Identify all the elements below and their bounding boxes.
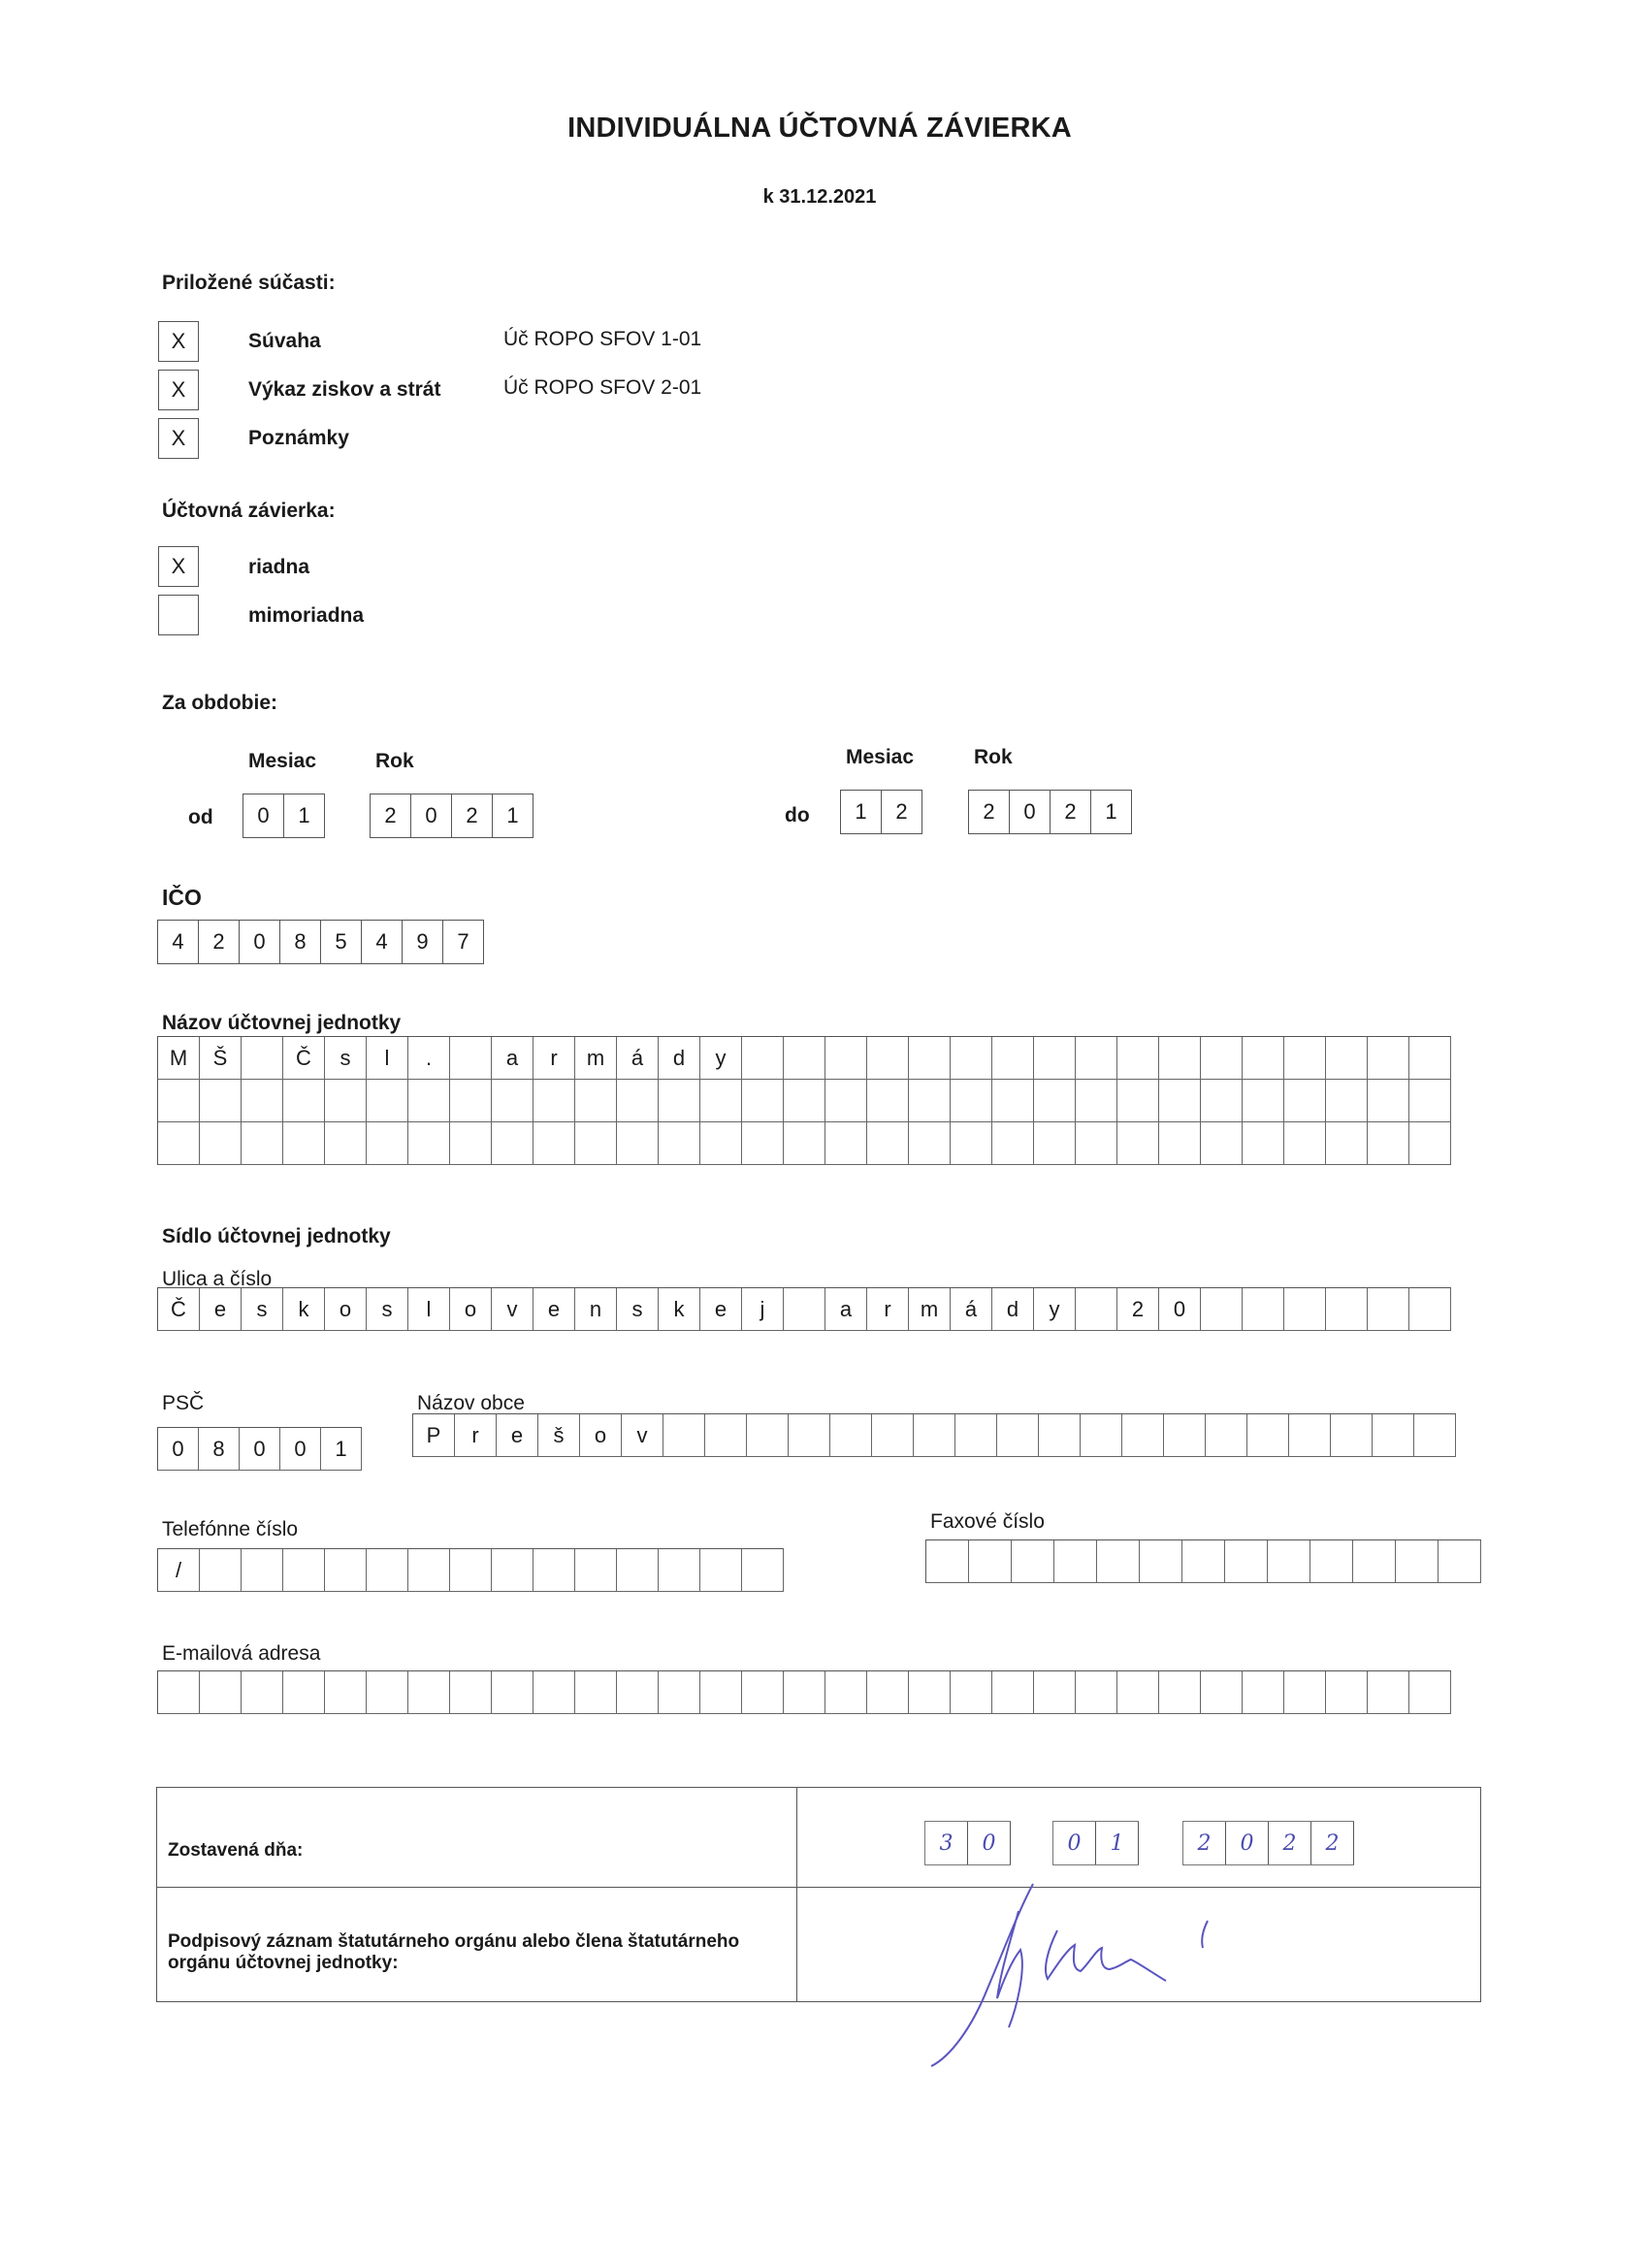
entity-name-cell: [367, 1080, 408, 1122]
entity-name-cell: y: [700, 1037, 742, 1080]
email-cell: [700, 1671, 742, 1714]
entity-name-cell: .: [408, 1037, 450, 1080]
email-cell: [242, 1671, 283, 1714]
phone-cell: [575, 1549, 617, 1592]
entity-name-cell: [867, 1037, 909, 1080]
entity-name-cell: [992, 1122, 1034, 1165]
zip-cell: 0: [280, 1428, 321, 1471]
city-cell: [1331, 1414, 1373, 1457]
to-year-digit: 1: [1091, 791, 1132, 833]
compiled-day-digit: 0: [968, 1822, 1011, 1864]
street-cell: e: [700, 1288, 742, 1331]
fax-field[interactable]: [925, 1539, 1481, 1583]
entity-name-cell: [1284, 1037, 1326, 1080]
city-label: Názov obce: [417, 1392, 525, 1414]
entity-name-cell: [951, 1122, 992, 1165]
email-cell: [992, 1671, 1034, 1714]
entity-name-cell: [367, 1122, 408, 1165]
entity-name-cell: [1159, 1037, 1201, 1080]
phone-cell: [450, 1549, 492, 1592]
entity-name-cell: [1201, 1037, 1243, 1080]
entity-name-cell: [1117, 1080, 1159, 1122]
phone-cell: [325, 1549, 367, 1592]
email-cell: [1368, 1671, 1409, 1714]
entity-name-cell: [659, 1080, 700, 1122]
phone-cell: [408, 1549, 450, 1592]
city-cell: š: [538, 1414, 580, 1457]
entity-name-cell: s: [325, 1037, 367, 1080]
city-cell: [955, 1414, 997, 1457]
to-year-digit: 2: [969, 791, 1010, 833]
entity-name-cell: [492, 1080, 534, 1122]
fax-cell: [1396, 1540, 1439, 1583]
entity-name-cell: [825, 1037, 867, 1080]
city-cell: v: [622, 1414, 663, 1457]
city-cell: [1414, 1414, 1456, 1457]
from-month-field[interactable]: [242, 794, 325, 838]
entity-name-cell: [575, 1122, 617, 1165]
entity-name-cell: [1117, 1037, 1159, 1080]
entity-name-cell: [909, 1037, 951, 1080]
to-year-digit: 0: [1010, 791, 1051, 833]
city-cell: [1247, 1414, 1289, 1457]
zip-field[interactable]: [157, 1427, 362, 1471]
phone-cell: [283, 1549, 325, 1592]
entity-name-cell: [1409, 1080, 1451, 1122]
entity-name-cell: [700, 1080, 742, 1122]
city-cell: [997, 1414, 1039, 1457]
closing-type-heading: Účtovná závierka:: [162, 500, 336, 522]
compiled-year-digit: 2: [1183, 1822, 1226, 1864]
entity-name-cell: M: [158, 1037, 200, 1080]
checkbox-poznamky[interactable]: X: [158, 418, 199, 459]
attachment-label-vykaz: Výkaz ziskov a strát: [248, 378, 441, 401]
street-cell: d: [992, 1288, 1034, 1331]
phone-cell: [534, 1549, 575, 1592]
email-cell: [909, 1671, 951, 1714]
entity-name-cell: Č: [283, 1037, 325, 1080]
street-cell: [1326, 1288, 1368, 1331]
from-month-digit: 1: [284, 794, 325, 837]
checkbox-riadna[interactable]: X: [158, 546, 199, 587]
entity-name-cell: [200, 1122, 242, 1165]
entity-name-cell: [1326, 1080, 1368, 1122]
entity-name-cell: [242, 1037, 283, 1080]
city-cell: e: [497, 1414, 538, 1457]
entity-name-cell: [1326, 1037, 1368, 1080]
zip-cell: 1: [321, 1428, 362, 1471]
fax-cell: [1182, 1540, 1225, 1583]
ico-digit: 0: [240, 921, 280, 963]
entity-name-cell: [784, 1080, 825, 1122]
street-cell: e: [200, 1288, 242, 1331]
email-cell: [867, 1671, 909, 1714]
ico-digit: 9: [403, 921, 443, 963]
ico-digit: 4: [158, 921, 199, 963]
email-cell: [1409, 1671, 1451, 1714]
street-cell: [1284, 1288, 1326, 1331]
entity-name-cell: a: [492, 1037, 534, 1080]
email-cell: [1243, 1671, 1284, 1714]
entity-name-cell: r: [534, 1037, 575, 1080]
entity-name-cell: [825, 1122, 867, 1165]
entity-name-cell: [784, 1037, 825, 1080]
to-label: do: [785, 804, 810, 826]
entity-name-cell: [158, 1122, 200, 1165]
entity-name-cell: [742, 1037, 784, 1080]
entity-name-cell: [1284, 1122, 1326, 1165]
entity-name-cell: [283, 1122, 325, 1165]
zip-cell: 0: [240, 1428, 280, 1471]
street-cell: a: [825, 1288, 867, 1331]
street-cell: 2: [1117, 1288, 1159, 1331]
entity-name-cell: [742, 1080, 784, 1122]
city-cell: [1122, 1414, 1164, 1457]
to-month-digit: 1: [841, 791, 882, 833]
street-cell: á: [951, 1288, 992, 1331]
to-year-label: Rok: [974, 746, 1013, 768]
street-cell: [784, 1288, 825, 1331]
entity-name-cell: m: [575, 1037, 617, 1080]
from-year-field[interactable]: [370, 794, 534, 838]
street-cell: [1368, 1288, 1409, 1331]
handwritten-signature: [912, 1872, 1280, 2076]
street-cell: e: [534, 1288, 575, 1331]
entity-name-cell: [408, 1080, 450, 1122]
fax-cell: [1054, 1540, 1097, 1583]
to-month-digit: 2: [882, 791, 922, 833]
zip-label: PSČ: [162, 1392, 205, 1414]
phone-cell: [367, 1549, 408, 1592]
compiled-month-field[interactable]: [1052, 1821, 1139, 1865]
entity-name-cell: [1076, 1037, 1117, 1080]
city-cell: [705, 1414, 747, 1457]
entity-name-cell: [825, 1080, 867, 1122]
entity-name-cell: [575, 1080, 617, 1122]
entity-name-label: Názov účtovnej jednotky: [162, 1012, 402, 1034]
entity-name-cell: [325, 1122, 367, 1165]
email-cell: [1201, 1671, 1243, 1714]
entity-name-cell: [1034, 1080, 1076, 1122]
phone-cell: [617, 1549, 659, 1592]
entity-name-cell: [992, 1080, 1034, 1122]
email-cell: [1117, 1671, 1159, 1714]
ico-digit: 2: [199, 921, 240, 963]
entity-name-grid[interactable]: [157, 1036, 1451, 1165]
entity-name-cell: [1201, 1122, 1243, 1165]
email-cell: [1076, 1671, 1117, 1714]
zip-cell: 0: [158, 1428, 199, 1471]
fax-label: Faxové číslo: [930, 1510, 1045, 1533]
street-cell: o: [450, 1288, 492, 1331]
email-cell: [575, 1671, 617, 1714]
street-cell: s: [617, 1288, 659, 1331]
street-field[interactable]: [157, 1287, 1451, 1331]
street-cell: l: [408, 1288, 450, 1331]
entity-name-cell: [1368, 1122, 1409, 1165]
city-cell: [747, 1414, 789, 1457]
city-cell: [1081, 1414, 1122, 1457]
entity-name-cell: [1034, 1122, 1076, 1165]
fax-cell: [1140, 1540, 1182, 1583]
period-heading: Za obdobie:: [162, 692, 277, 714]
street-cell: v: [492, 1288, 534, 1331]
entity-name-cell: [1284, 1080, 1326, 1122]
email-cell: [325, 1671, 367, 1714]
entity-name-cell: á: [617, 1037, 659, 1080]
checkbox-vykaz[interactable]: X: [158, 370, 199, 410]
entity-name-cell: [1243, 1080, 1284, 1122]
entity-name-cell: [283, 1080, 325, 1122]
ico-field[interactable]: [157, 920, 484, 964]
entity-name-cell: [1076, 1080, 1117, 1122]
email-cell: [158, 1671, 200, 1714]
compiled-day-digit: 3: [925, 1822, 968, 1864]
phone-cell: [659, 1549, 700, 1592]
entity-name-cell: [408, 1122, 450, 1165]
fax-cell: [1310, 1540, 1353, 1583]
attachment-label-poznamky: Poznámky: [248, 427, 349, 449]
fax-cell: [1097, 1540, 1140, 1583]
email-cell: [408, 1671, 450, 1714]
entity-name-cell: [909, 1122, 951, 1165]
city-cell: [1164, 1414, 1206, 1457]
city-cell: [1039, 1414, 1081, 1457]
city-cell: [1289, 1414, 1331, 1457]
street-cell: n: [575, 1288, 617, 1331]
compiled-month-digit: 0: [1053, 1822, 1096, 1864]
entity-name-cell: [1243, 1037, 1284, 1080]
entity-name-cell: [242, 1080, 283, 1122]
entity-name-cell: [909, 1080, 951, 1122]
email-label: E-mailová adresa: [162, 1642, 321, 1665]
ico-digit: 5: [321, 921, 362, 963]
fax-cell: [1225, 1540, 1268, 1583]
compiled-month-digit: 1: [1096, 1822, 1139, 1864]
compiled-year-digit: 2: [1311, 1822, 1354, 1864]
city-cell: [830, 1414, 872, 1457]
entity-name-cell: [700, 1122, 742, 1165]
street-cell: m: [909, 1288, 951, 1331]
fax-cell: [1268, 1540, 1310, 1583]
entity-name-cell: [1159, 1080, 1201, 1122]
email-cell: [1034, 1671, 1076, 1714]
entity-name-cell: [1243, 1122, 1284, 1165]
entity-name-cell: [450, 1080, 492, 1122]
entity-name-cell: [1201, 1080, 1243, 1122]
phone-cell: [742, 1549, 784, 1592]
city-cell: [1373, 1414, 1414, 1457]
email-cell: [200, 1671, 242, 1714]
entity-name-cell: [492, 1122, 534, 1165]
entity-name-cell: [659, 1122, 700, 1165]
email-cell: [951, 1671, 992, 1714]
street-cell: [1076, 1288, 1117, 1331]
checkbox-mimoriadna[interactable]: [158, 595, 199, 635]
ico-digit: 7: [443, 921, 484, 963]
from-label: od: [188, 806, 213, 828]
attachment-label-suvaha: Súvaha: [248, 330, 321, 352]
from-month-digit: 0: [243, 794, 284, 837]
from-year-label: Rok: [375, 750, 414, 772]
street-cell: o: [325, 1288, 367, 1331]
entity-name-cell: Š: [200, 1037, 242, 1080]
phone-cell: /: [158, 1549, 200, 1592]
entity-name-cell: [450, 1122, 492, 1165]
entity-name-cell: [867, 1122, 909, 1165]
checkbox-suvaha[interactable]: X: [158, 321, 199, 362]
street-cell: y: [1034, 1288, 1076, 1331]
phone-cell: [700, 1549, 742, 1592]
street-cell: [1409, 1288, 1451, 1331]
city-cell: [663, 1414, 705, 1457]
from-year-digit: 2: [452, 794, 493, 837]
street-cell: [1201, 1288, 1243, 1331]
entity-name-cell: [1409, 1037, 1451, 1080]
fax-cell: [1439, 1540, 1481, 1583]
page-title: INDIVIDUÁLNA ÚČTOVNÁ ZÁVIERKA: [567, 113, 1072, 144]
email-cell: [617, 1671, 659, 1714]
entity-name-cell: [325, 1080, 367, 1122]
email-cell: [1326, 1671, 1368, 1714]
email-cell: [1159, 1671, 1201, 1714]
street-cell: 0: [1159, 1288, 1201, 1331]
entity-name-cell: [1117, 1122, 1159, 1165]
compiled-year-digit: 0: [1226, 1822, 1269, 1864]
ico-digit: 8: [280, 921, 321, 963]
closing-label-riadna: riadna: [248, 556, 310, 578]
city-cell: [789, 1414, 830, 1457]
report-date: k 31.12.2021: [762, 186, 877, 208]
entity-name-cell: [242, 1122, 283, 1165]
city-cell: r: [455, 1414, 497, 1457]
email-cell: [784, 1671, 825, 1714]
entity-name-cell: l: [367, 1037, 408, 1080]
entity-name-cell: [867, 1080, 909, 1122]
email-cell: [283, 1671, 325, 1714]
to-month-label: Mesiac: [846, 746, 915, 768]
phone-cell: [492, 1549, 534, 1592]
entity-name-cell: [534, 1080, 575, 1122]
phone-cell: [242, 1549, 283, 1592]
fax-cell: [926, 1540, 969, 1583]
entity-name-cell: [617, 1122, 659, 1165]
entity-name-cell: [534, 1122, 575, 1165]
entity-name-cell: [1076, 1122, 1117, 1165]
entity-name-cell: [450, 1037, 492, 1080]
entity-name-cell: [951, 1037, 992, 1080]
entity-name-cell: [1368, 1080, 1409, 1122]
email-cell: [742, 1671, 784, 1714]
fax-cell: [1012, 1540, 1054, 1583]
entity-name-cell: [742, 1122, 784, 1165]
street-cell: Č: [158, 1288, 200, 1331]
street-cell: k: [659, 1288, 700, 1331]
to-year-field[interactable]: [968, 790, 1132, 834]
city-cell: o: [580, 1414, 622, 1457]
street-cell: s: [242, 1288, 283, 1331]
street-cell: r: [867, 1288, 909, 1331]
entity-name-cell: [1034, 1037, 1076, 1080]
entity-name-cell: [200, 1080, 242, 1122]
attachments-heading: Priložené súčasti:: [162, 272, 336, 294]
closing-label-mimoriadna: mimoriadna: [248, 604, 365, 627]
from-year-digit: 1: [493, 794, 534, 837]
entity-name-cell: [1159, 1122, 1201, 1165]
address-heading: Sídlo účtovnej jednotky: [162, 1225, 391, 1247]
email-cell: [1284, 1671, 1326, 1714]
city-cell: [872, 1414, 914, 1457]
email-cell: [825, 1671, 867, 1714]
fax-cell: [969, 1540, 1012, 1583]
attachment-code-suvaha: Úč ROPO SFOV 1-01: [503, 328, 702, 350]
ico-digit: 4: [362, 921, 403, 963]
from-year-digit: 2: [371, 794, 411, 837]
signature-table: [156, 1787, 1481, 2002]
compiled-day-field[interactable]: [924, 1821, 1011, 1865]
entity-name-cell: d: [659, 1037, 700, 1080]
compiled-year-field[interactable]: [1182, 1821, 1354, 1865]
entity-name-cell: [951, 1080, 992, 1122]
zip-cell: 8: [199, 1428, 240, 1471]
phone-field[interactable]: [157, 1548, 784, 1592]
email-cell: [492, 1671, 534, 1714]
city-cell: P: [413, 1414, 455, 1457]
email-cell: [534, 1671, 575, 1714]
city-field[interactable]: [412, 1413, 1456, 1457]
entity-name-cell: [158, 1080, 200, 1122]
signature-label: Podpisový záznam štatutárneho orgánu alebo člena štatutárneho orgánu účtovnej jednotky:: [168, 1931, 740, 1973]
street-cell: k: [283, 1288, 325, 1331]
compiled-label: Zostavená dňa:: [168, 1840, 304, 1861]
to-year-digit: 2: [1051, 791, 1091, 833]
entity-name-cell: [992, 1037, 1034, 1080]
attachment-code-vykaz: Úč ROPO SFOV 2-01: [503, 376, 702, 399]
street-cell: [1243, 1288, 1284, 1331]
email-cell: [367, 1671, 408, 1714]
city-cell: [1206, 1414, 1247, 1457]
phone-label: Telefónne číslo: [162, 1518, 299, 1540]
entity-name-cell: [1409, 1122, 1451, 1165]
fax-cell: [1353, 1540, 1396, 1583]
entity-name-cell: [617, 1080, 659, 1122]
city-cell: [914, 1414, 955, 1457]
street-label: Ulica a číslo: [162, 1268, 273, 1290]
to-month-field[interactable]: [840, 790, 922, 834]
entity-name-cell: [784, 1122, 825, 1165]
from-year-digit: 0: [411, 794, 452, 837]
phone-cell: [200, 1549, 242, 1592]
from-month-label: Mesiac: [248, 750, 317, 772]
email-cell: [450, 1671, 492, 1714]
street-cell: j: [742, 1288, 784, 1331]
compiled-year-digit: 2: [1269, 1822, 1311, 1864]
entity-name-cell: [1368, 1037, 1409, 1080]
email-field[interactable]: [157, 1670, 1451, 1714]
entity-name-cell: [1326, 1122, 1368, 1165]
ico-label: IČO: [162, 885, 202, 910]
street-cell: s: [367, 1288, 408, 1331]
email-cell: [659, 1671, 700, 1714]
